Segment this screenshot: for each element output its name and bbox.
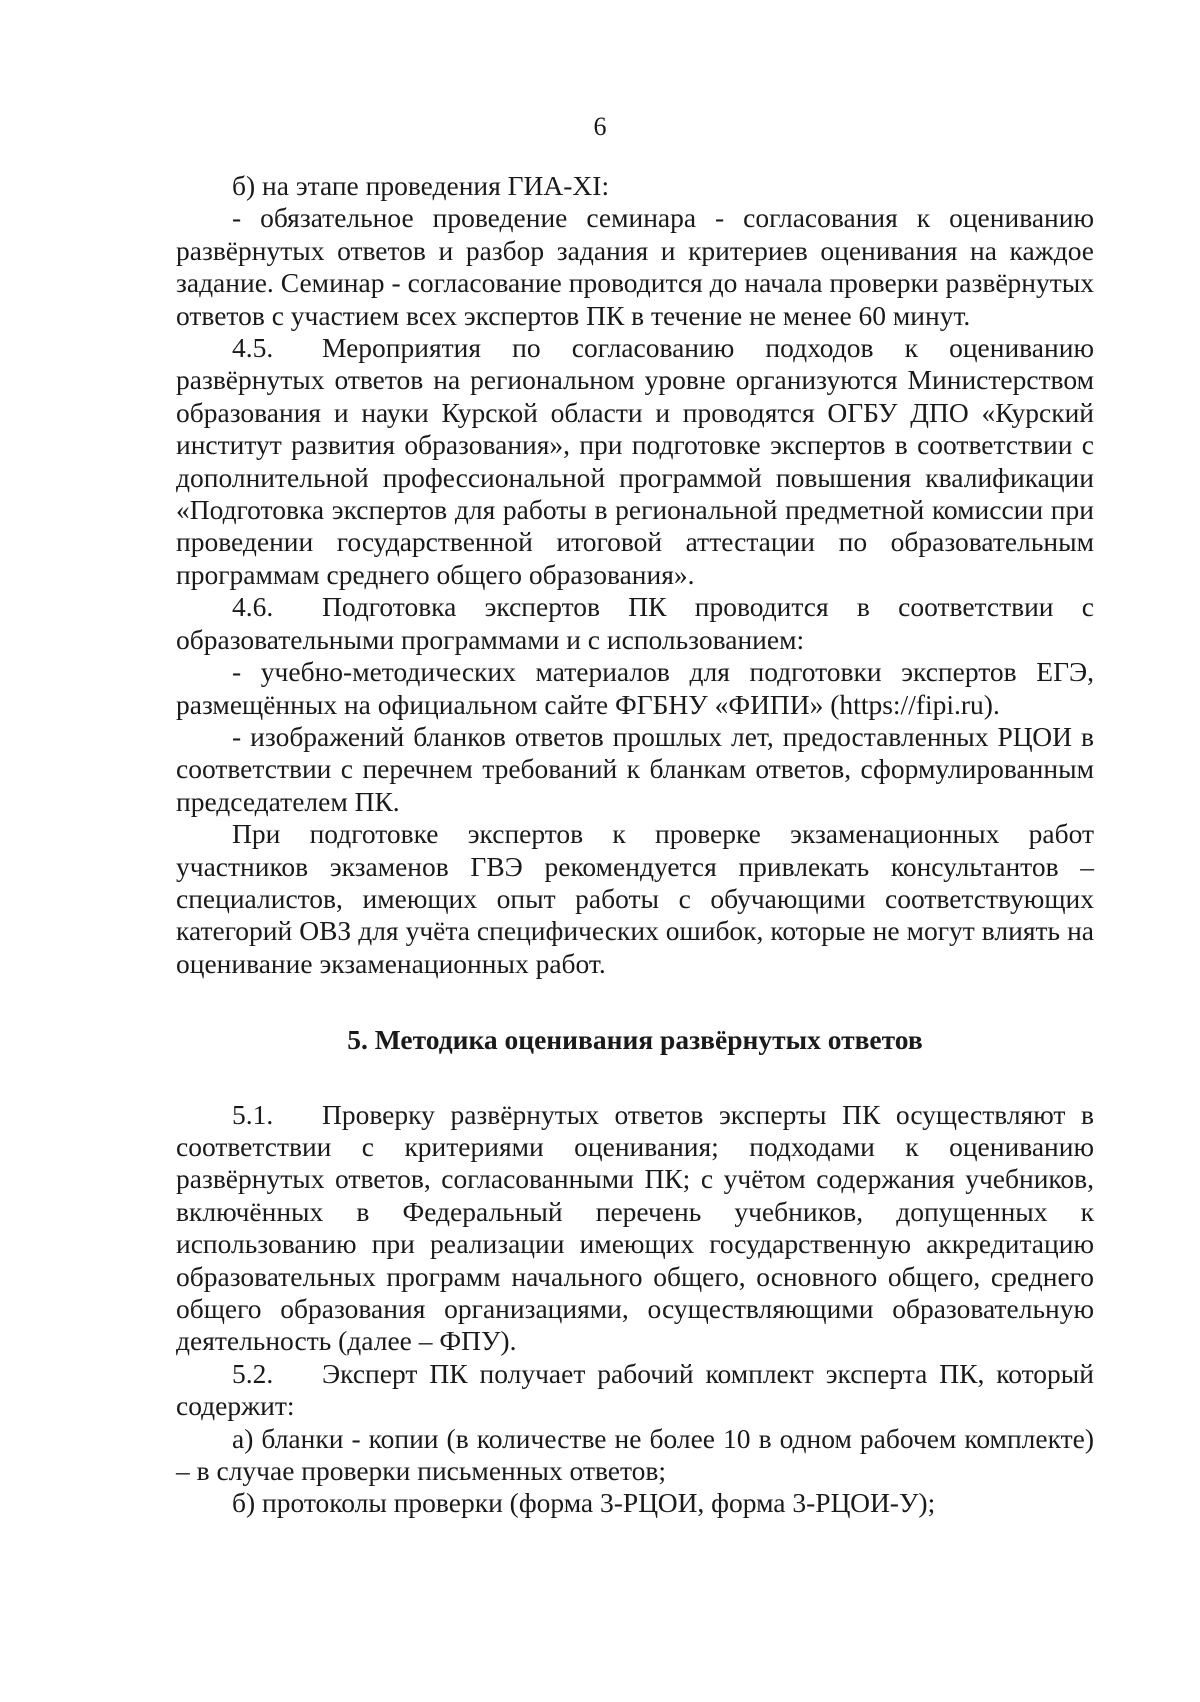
section-heading: 5. Методика оценивания развёрнутых ответов [347,1024,923,1056]
clause-text: Проверку развёрнутых ответов эксперты ПК осуществляют в соответствии с критериями оценивания; подходами к оцениванию развёрнутых ответов, согласованными ПК; с учётом содержания учебников, включённых в Федеральный перечень учебников, допущенных к использованию при реализации имеющих государственную аккредитацию образовательных программ начального общего, основного общего, среднего общего образования организациями, осуществляющими образовательную деятельность (далее – ФПУ). [176,1098,1094,1357]
clause-text: Мероприятия по согласованию подходов к оцениванию развёрнутых ответов на региональном уровне организуются Министерством образования и науки Курской области и проводятся ОГБУ ДПО «Курский институт развития образования», при подготовке экспертов в соответствии с дополнительной профессиональной программой повышения квалификации «Подготовка экспертов для работы в региональной предметной комиссии при проведении государственной итоговой аттестации по образовательным программам среднего общего образования». [176,332,1094,590]
page-number: 6 [593,112,607,141]
clause-text: Подготовка экспертов ПК проводится в соответствии с образовательными программами и с использованием: [176,591,1094,655]
paragraph-stage-b: б) на этапе проведения ГИА-XI: [232,170,610,201]
paragraph-methodical-materials: - учебно-методических материалов для подготовки экспертов ЕГЭ, размещённых на официальном сайте ФГБНУ «ФИПИ» (https://fipi.ru). [176,656,1094,720]
clause-number: 4.5. [232,332,274,364]
clause-number: 5.1. [232,1098,274,1130]
clause-5-1 [176,1099,1094,1358]
clause-4-6 [176,591,1094,656]
clause-number: 4.6. [232,591,274,623]
clause-4-5 [176,332,1094,591]
clause-text: Эксперт ПК получает рабочий комплект эксперта ПК, который содержит: [176,1357,1094,1422]
list-item-b: б) протоколы проверки (форма 3-РЦОИ, форма 3-РЦОИ-У); [232,1487,936,1519]
paragraph-seminar: - обязательное проведение семинара - согласования к оцениванию развёрнутых ответов и разбор задания и критериев оценивания на каждое задание. Семинар - согласование проводится до начала проверки развёрнутых ответов с участием всех экспертов ПК в течение не менее 60 минут. [176,202,1094,331]
document-body [176,170,1094,1520]
clause-5-2 [176,1358,1094,1423]
clause-number: 5.2. [232,1357,274,1389]
list-item-a: а) бланки - копии (в количестве не более 10 в одном рабочем комплекте) – в случае проверки письменных ответов; [176,1422,1094,1487]
paragraph-blank-images: - изображений бланков ответов прошлых лет, предоставленных РЦОИ в соответствии с перечнем требований к бланкам ответов, сформулированным председателем ПК. [176,720,1094,817]
paragraph-gve-consultants: При подготовке экспертов к проверке экзаменационных работ участников экзаменов ГВЭ рекомендуется привлекать консультантов – специалистов, имеющих опыт работы с обучающими соответствующих категорий ОВЗ для учёта специфических ошибок, которые не могут влиять на оценивание экзаменационных работ. [176,818,1094,979]
